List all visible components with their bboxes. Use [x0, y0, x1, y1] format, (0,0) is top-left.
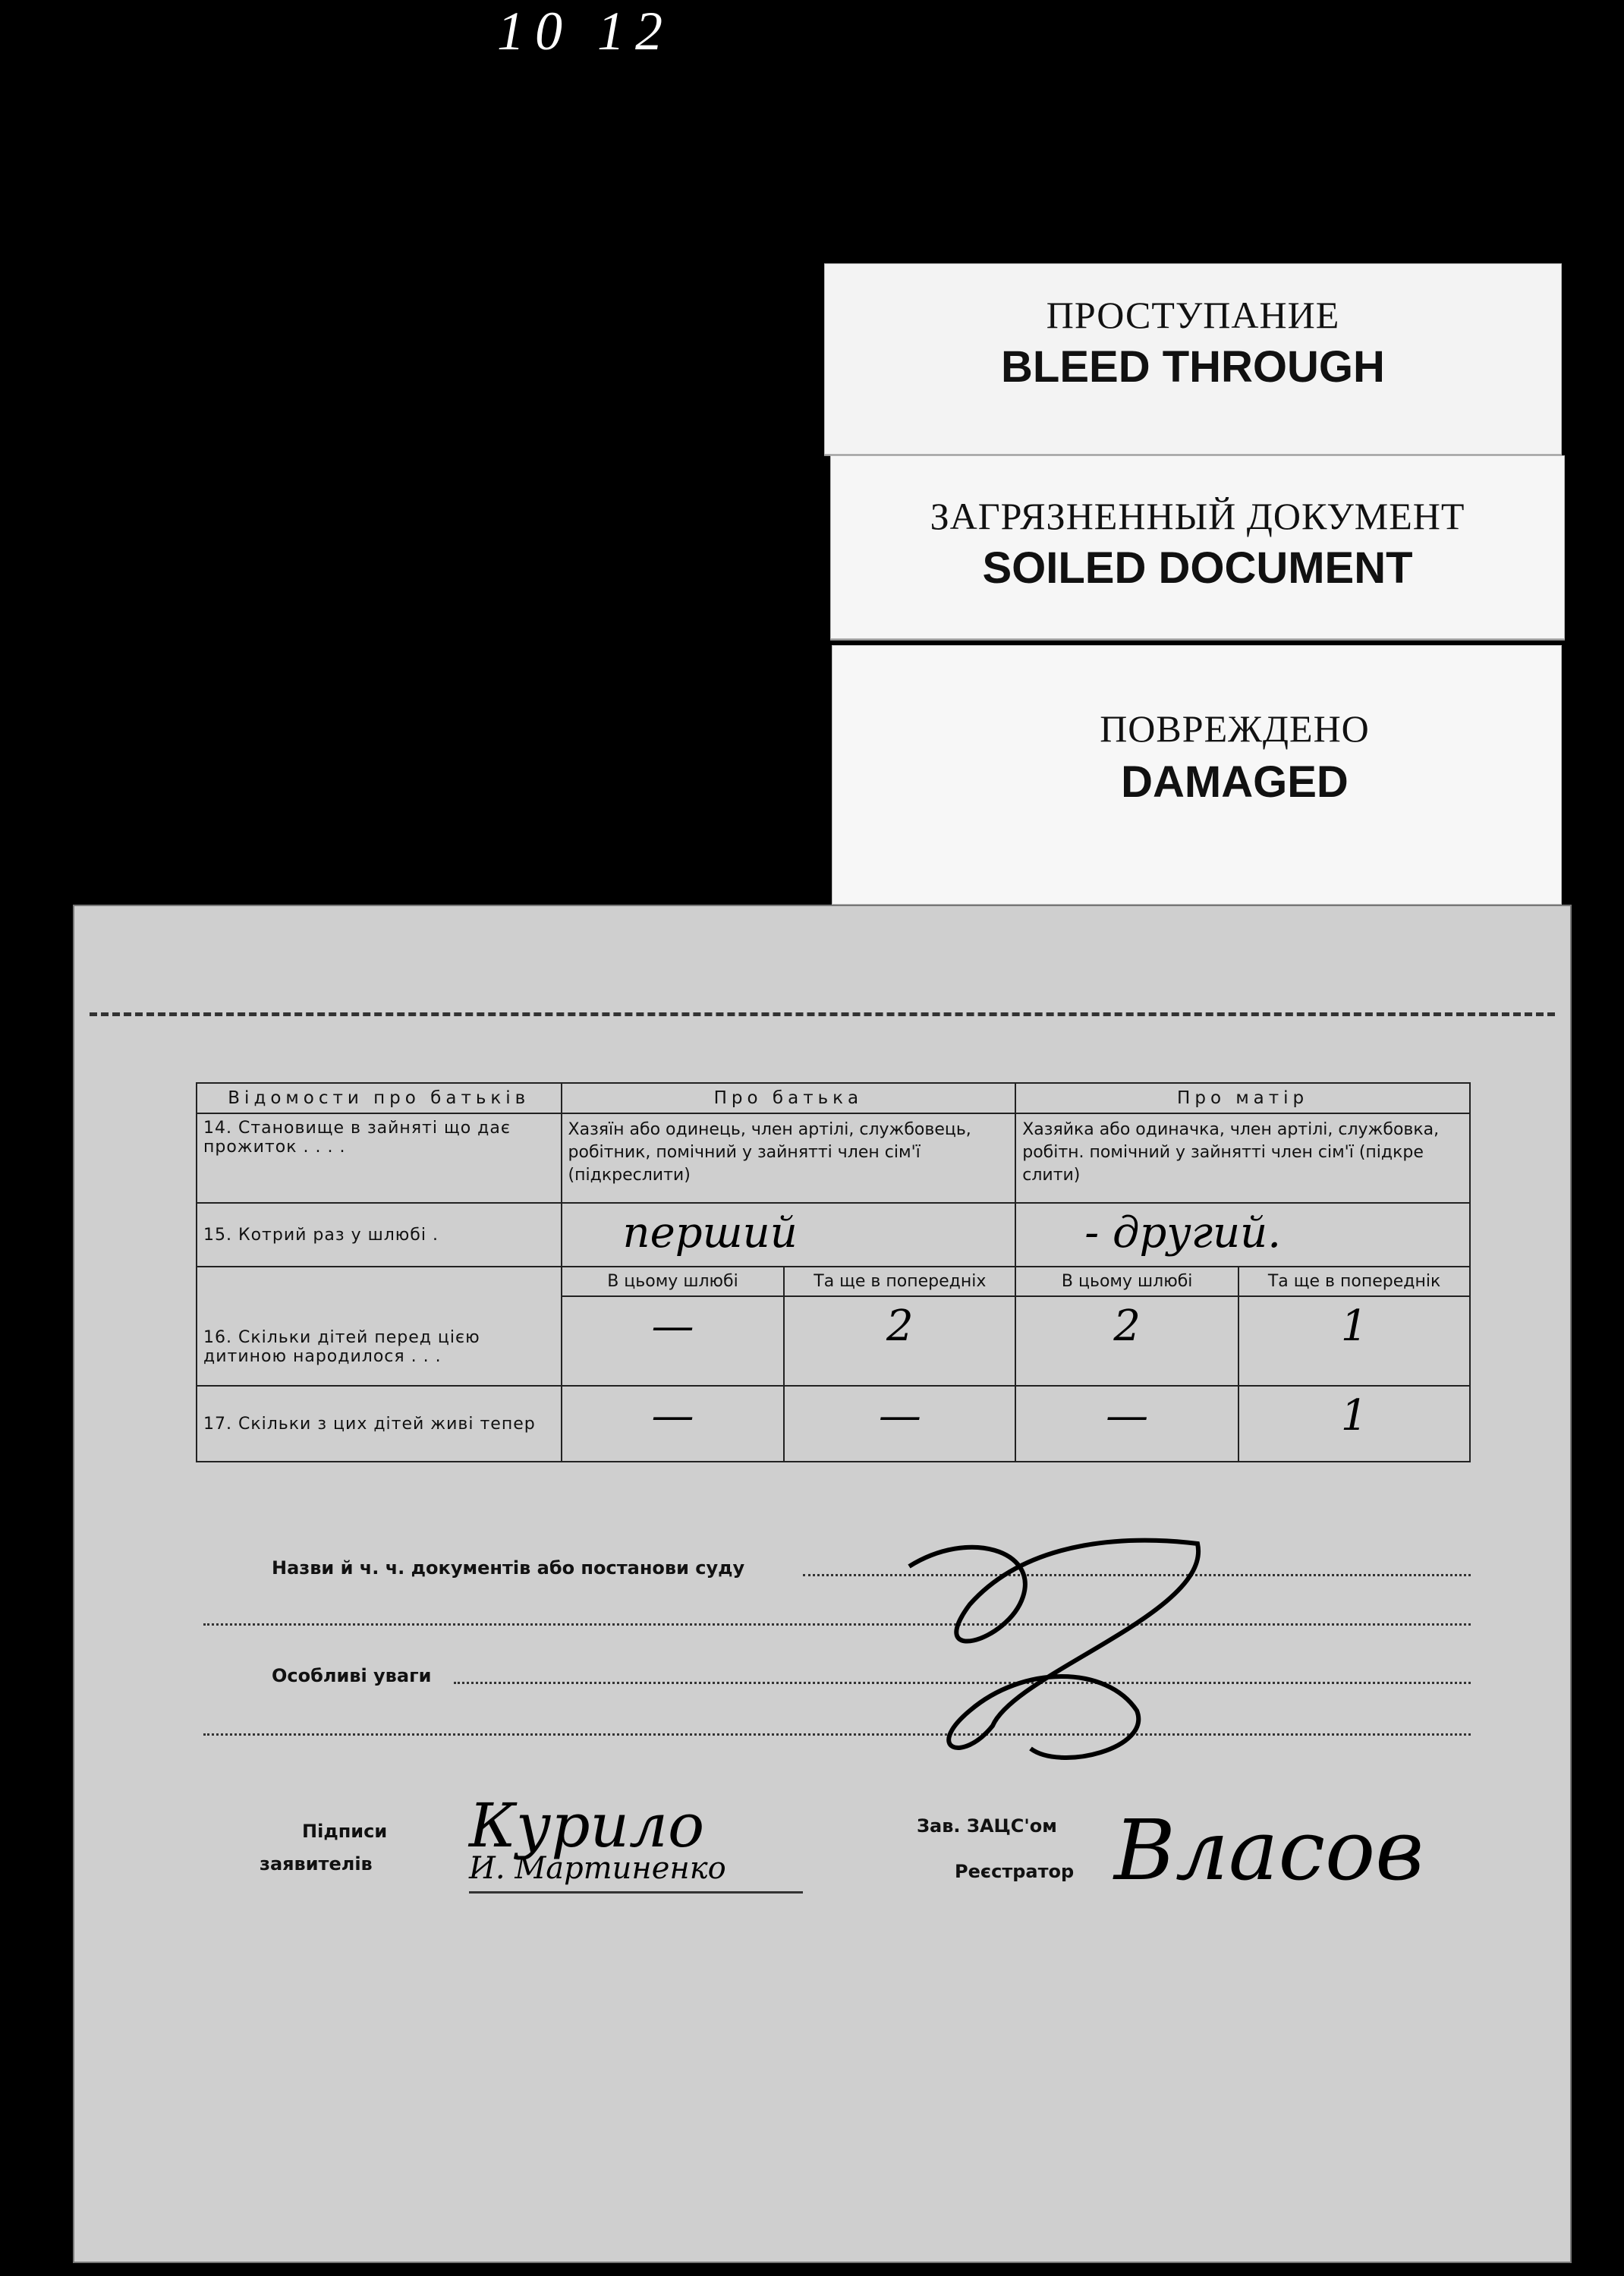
row-14-mother: Хазяйка або одиначка, член артілі, службовка, робітн. помічний у зайнятті член сім'ї (підкре слити): [1015, 1113, 1470, 1203]
row-16-label: 16. Скільки дітей перед цією дитиною народилося . . .: [197, 1267, 562, 1386]
card-ru-label: ЗАГРЯЗНЕННЫЙ ДОКУМЕНТ: [930, 495, 1465, 537]
card-ru-label: ПОВРЕЖДЕНО: [1100, 707, 1370, 750]
damaged-card: [832, 645, 1562, 905]
documents-label: Назви й ч. ч. документів або постанови суду: [272, 1557, 745, 1579]
perforation-line: [90, 1012, 1555, 1016]
soiled-document-card: [830, 455, 1565, 639]
subhead-previous-father: Та ще в попередніх: [784, 1267, 1015, 1296]
bleed-through-card: [824, 263, 1562, 455]
row-15-father-value: перший: [562, 1203, 1016, 1267]
row-17-b: —: [784, 1386, 1015, 1462]
parents-info-table: [196, 1082, 1471, 1462]
header-parents-info: Відомости про батьків: [197, 1083, 562, 1113]
row-16-c: 2: [1015, 1296, 1238, 1386]
row-14-father: Хазяїн або одинець, член артілі, службовець, робітник, помічний у зайнятті член сім'ї (підкреслити): [562, 1113, 1016, 1203]
registrar-signature: Власов: [1114, 1802, 1424, 1899]
applicants-label-2: заявителів: [260, 1853, 373, 1875]
applicants-line: [469, 1891, 803, 1894]
row-17-d: 1: [1238, 1386, 1470, 1462]
subhead-this-marriage-mother: В цьому шлюбі: [1015, 1267, 1238, 1296]
card-en-label: BLEED THROUGH: [1001, 342, 1385, 392]
table-row-14: [197, 1113, 1470, 1203]
notes-label: Особливі уваги: [272, 1665, 432, 1686]
row-15-label: 15. Котрий раз у шлюбі .: [197, 1203, 562, 1267]
row-17-label: 17. Скільки з цих дітей живі тепер: [197, 1386, 562, 1462]
card-en-label: DAMAGED: [1121, 757, 1349, 807]
header-father: Про батька: [562, 1083, 1016, 1113]
row-16-d: 1: [1238, 1296, 1470, 1386]
row-16-b: 2: [784, 1296, 1015, 1386]
applicant-signature-2: И. Мартиненко: [469, 1851, 726, 1886]
subhead-previous-mother: Та ще в попереднік: [1238, 1267, 1470, 1296]
table-header-row: [197, 1083, 1470, 1113]
row-17-a: —: [562, 1386, 785, 1462]
row-17-c: —: [1015, 1386, 1238, 1462]
head-label: Зав. ЗАЦС'ом: [917, 1815, 1057, 1837]
row-15-mother-value: - другий.: [1015, 1203, 1470, 1267]
applicant-signature-1: Курило: [469, 1790, 705, 1861]
frame-number: 10 12: [497, 1, 673, 61]
table-row-15: [197, 1203, 1470, 1267]
row-14-label: 14. Становище в зайняті що дає прожиток . . . .: [197, 1113, 562, 1203]
card-en-label: SOILED DOCUMENT: [982, 543, 1413, 593]
applicants-label-1: Підписи: [302, 1821, 388, 1842]
table-row-17: [197, 1386, 1470, 1462]
header-mother: Про матір: [1015, 1083, 1470, 1113]
registrar-label: Реєстратор: [955, 1861, 1075, 1882]
card-ru-label: ПРОСТУПАНИЕ: [1046, 294, 1340, 336]
civil-registry-form: [73, 905, 1572, 2263]
row-16-a: —: [562, 1296, 785, 1386]
subhead-this-marriage-father: В цьому шлюбі: [562, 1267, 785, 1296]
blank-mark-z: [879, 1521, 1319, 1771]
table-subheader-row: [197, 1267, 1470, 1296]
